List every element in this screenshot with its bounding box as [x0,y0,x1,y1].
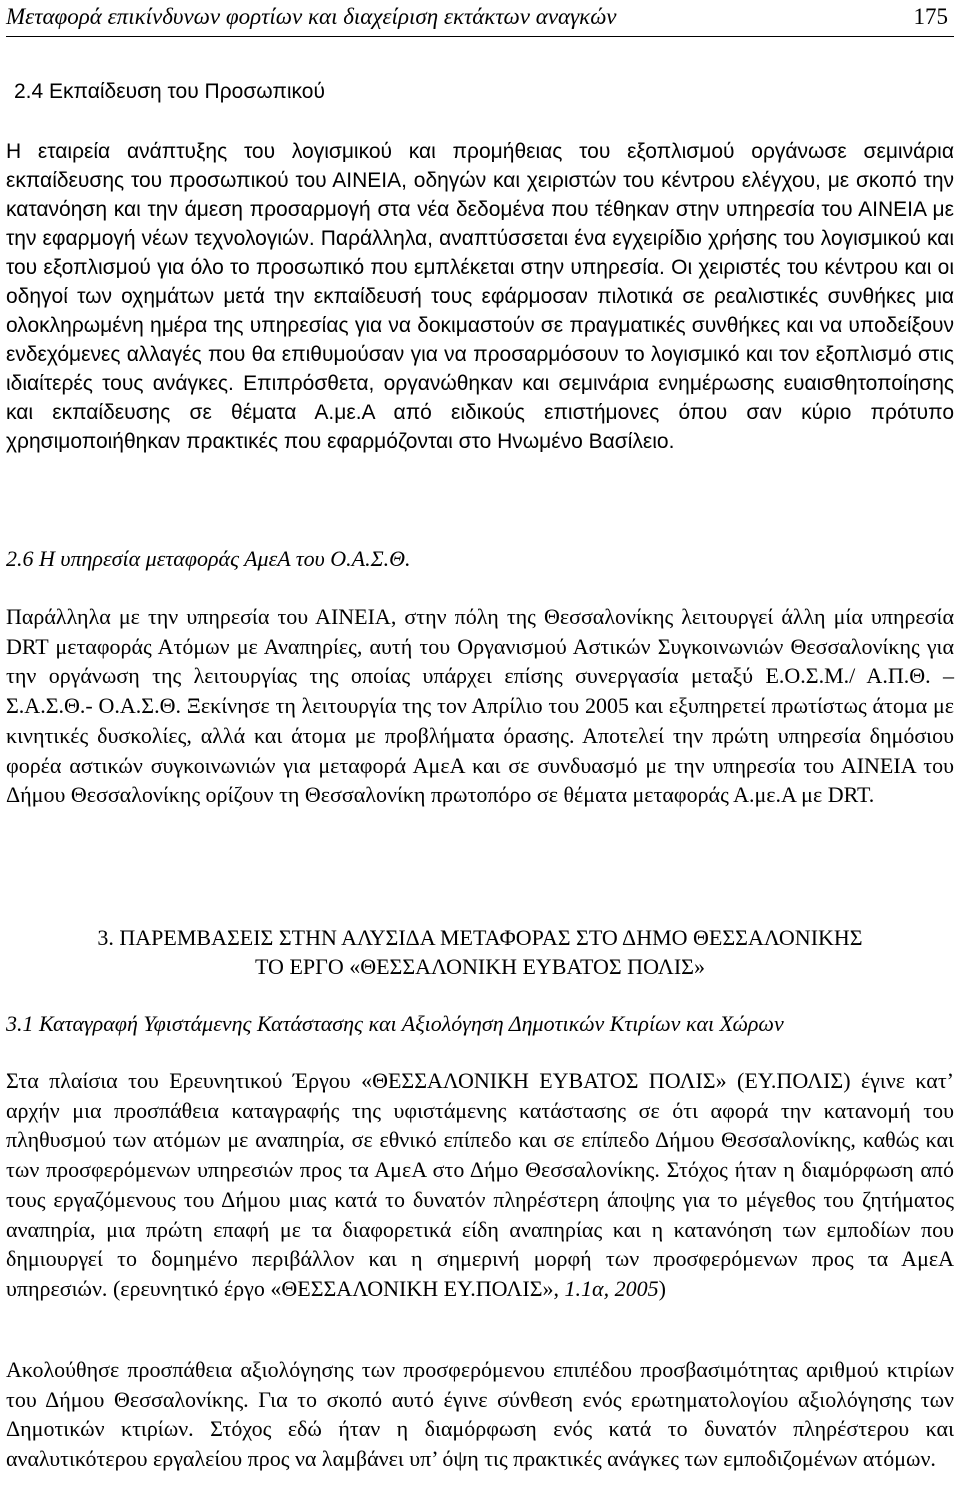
page-number: 175 [913,4,948,29]
citation-italic: 1.1α, 2005 [564,1275,659,1301]
paragraph-2-6: Παράλληλα με την υπηρεσία του ΑΙΝΕΙΑ, στην πόλη της Θεσσαλονίκης λειτουργεί άλλη μία υπηρεσία DRT μεταφοράς Ατόμων με Αναπηρίες, αυτή του Οργανισμού Αστικών Συγκοινωνιών Θεσσαλονίκης για την οργάνωση της λειτουργίας της οποίας υπάρχει επίσης συνεργασία μεταξύ Ε.Ο.Σ.Μ./ Α.Π.Θ. – Σ.Α.Σ.Θ.- Ο.Α.Σ.Θ. Ξεκίνησε τη λειτουργία της τον Απρίλιο του 2005 και εξυπηρετεί πρωτίστως άτομα με κινητικές δυσκολίες, αλλά και άτομα με προβλήματα όρασης. Αποτελεί την πρώτη υπηρεσία δημόσιου φορέα αστικών συγκοινωνιών για μεταφορά ΑμεΑ και σε συνδυασμό με την υπηρεσία του ΑΙΝΕΙΑ του Δήμου Θεσσαλονίκης ορίζουν τη Θεσσαλονίκη πρωτοπόρο σε θέματα μεταφοράς Α.με.Α με DRT. [6,604,954,808]
heading-3-line-1: 3. ΠΑΡΕΜΒΑΣΕΙΣ ΣΤΗΝ ΑΛΥΣΙΔΑ ΜΕΤΑΦΟΡΑΣ ΣΤΟ ΔΗΜΟ ΘΕΣΣΑΛΟΝΙΚΗΣ [97,925,863,950]
paragraph-3-1-b: Ακολούθησε προσπάθεια αξιολόγησης των προσφερόμενου επιπέδου προσβασιμότητας αριθμού κτιρίων του Δήμου Θεσσαλονίκης. Για το σκοπό αυτό έγινε σύνθεση ενός ερωτηματολογίου αξιολόγησης των Δημοτικών κτιρίων. Στόχος εδώ ήταν η διαμόρφωση ενός κατά το δυνατόν πληρέστερου και αναλυτικότερου εργαλείου προς να λαμβάνει υπ’ όψη τις πρακτικές ανάγκες των εμποδιζομένων ατόμων. [6,1357,954,1472]
running-header [6,2,954,37]
paragraph-3-1-a-text: Στα πλαίσια του Ερευνητικού Έργου «ΘΕΣΣΑΛΟΝΙΚΗ ΕΥΒΑΤΟΣ ΠΟΛΙΣ» (ΕΥ.ΠΟΛΙΣ) έγινε κατ’ αρχήν μια προσπάθεια καταγραφής της υφιστάμενης κατάστασης σε ότι αφορά την κατανομή του πληθυσμού των ατόμων με αναπηρία, σε εθνικό επίπεδο και σε επίπεδο Δήμου Θεσσαλονίκης, καθώς και των προσφερόμενων υπηρεσιών προς τα ΑμεΑ στο Δήμο Θεσσαλονίκης. Στόχος ήταν η διαμόρφωση από τους εργαζόμενους του Δήμου μιας κατά το δυνατόν πληρέστερη άποψης για το μέγεθος του ζητήματος αναπηρία, μια πρώτη επαφή με τα διαφορετικά είδη αναπηρίας και η κατανόηση των εμποδίων που δημιουργεί το δομημένο περιβάλλον και η σημερινή μορφή των προσφερόμενων προς τα ΑμεΑ υπηρεσιών. [6,1068,954,1301]
heading-3-1: 3.1 Καταγραφή Υφιστάμενης Κατάστασης και Αξιολόγηση Δημοτικών Κτιρίων και Χώρων [6,1011,784,1036]
heading-2-4: 2.4 Εκπαίδευση του Προσωπικού [14,80,325,103]
paragraph-3-1-a [6,1066,954,1304]
paragraph-2-4: Η εταιρεία ανάπτυξης του λογισμικού και προμήθειας του εξοπλισμού οργάνωσε σεμινάρια εκπαίδευσης του προσωπικού του ΑΙΝΕΙΑ, οδηγών και χειριστών του κέντρου ελέγχου, με σκοπό την κατανόηση και την άμεση προσαρμογή στα νέα δεδομένα που τέθηκαν στην υπηρεσία του ΑΙΝΕΙΑ με την εφαρμογή νέων τεχνολογιών. Παράλληλα, αναπτύσσεται ένα εγχειρίδιο χρήσης του λογισμικού και του εξοπλισμού για όλο το προσωπικό που εμπλέκεται στην υπηρεσία. Οι χειριστές του κέντρου και οι οδηγοί των οχημάτων μετά την εκπαίδευσή τους εφάρμοσαν πιλοτικά σε ρεαλιστικές συνθήκες μια ολοκληρωμένη ημέρα της υπηρεσίας για να δοκιμαστούν σε πραγματικές συνθήκες και να υποδείξουν ενδεχόμενες αλλαγές που θα επιθυμούσαν για να προσαρμόσουν το λογισμικό και τον εξοπλισμό στις ιδιαίτερές τους ανάγκες. Επιπρόσθετα, οργανώθηκαν και σεμινάρια ενημέρωσης ευαισθητοποίησης και εκπαίδευσης σε θέματα Α.με.Α από ειδικούς επιστήμονες όπου σαν κύριο πρότυπο χρησιμοποιήθηκαν πρακτικές που εφαρμόζονται στο Ηνωμένο Βασίλειο. [6,140,954,453]
citation-prefix: (ερευνητικό έργο «ΘΕΣΣΑΛΟΝΙΚΗ ΕΥ.ΠΟΛΙΣ», [112,1275,560,1301]
citation-suffix: ) [658,1275,666,1301]
heading-3 [6,923,954,981]
heading-3-line-2: ΤΟ ΕΡΓΟ «ΘΕΣΣΑΛΟΝΙΚΗ ΕΥΒΑΤΟΣ ΠΟΛΙΣ» [255,954,705,979]
running-title: Μεταφορά επικίνδυνων φορτίων και διαχείριση εκτάκτων αναγκών [6,4,617,29]
heading-2-6: 2.6 Η υπηρεσία μεταφοράς ΑμεΑ του Ο.Α.Σ.Θ. [6,546,411,571]
